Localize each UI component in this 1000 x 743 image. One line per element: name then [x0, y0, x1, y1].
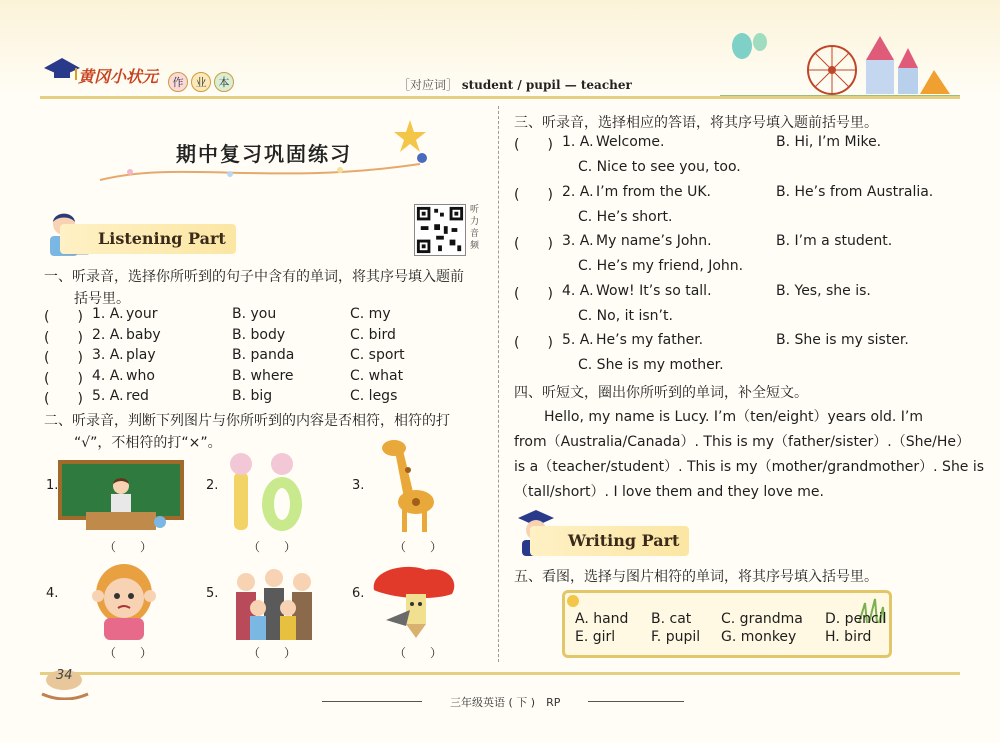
part5-instruction: 五、看图，选择与图片相符的单词，将其序号填入括号里。: [514, 569, 878, 585]
picture-2-number: 2.: [206, 478, 219, 493]
question-number: 1. A.: [92, 306, 124, 322]
option-b: B. big: [232, 388, 273, 404]
answer-blank[interactable]: ( ): [514, 236, 553, 252]
answer-blank[interactable]: ( ): [44, 309, 83, 325]
answer-blank[interactable]: ( ): [44, 329, 83, 346]
picture-6-number: 6.: [352, 586, 365, 601]
option-c: C. bird: [350, 326, 396, 343]
option-b: B. you: [232, 306, 277, 322]
word-option: B. cat: [651, 611, 692, 627]
option-c: C. He’s short.: [578, 208, 673, 225]
option-a: He’s my father.: [596, 332, 704, 348]
answer-blank[interactable]: ( ): [514, 335, 553, 351]
word-option: A. hand: [575, 611, 629, 627]
word-option: F. pupil: [651, 629, 701, 645]
picture-4-number: 4.: [46, 586, 59, 601]
giraffe-picture: [372, 436, 442, 536]
answer-blank[interactable]: ( ): [44, 350, 83, 366]
brand-name: 黄冈小状元: [78, 67, 159, 86]
option-b: B. He’s from Australia.: [776, 183, 934, 200]
picture-6-blank[interactable]: （ ）: [394, 646, 443, 660]
passage-line: （tall/short）. I love them and they love me.: [514, 484, 824, 500]
qr-code-icon[interactable]: [414, 204, 466, 256]
question-number: 4. A.: [562, 282, 594, 299]
picture-3-blank[interactable]: （ ）: [394, 540, 443, 554]
family-picture: [226, 562, 322, 642]
word-option: H. bird: [825, 629, 872, 645]
answer-blank[interactable]: ( ): [44, 370, 83, 387]
picture-1-blank[interactable]: （ ）: [104, 540, 153, 554]
teacher-blackboard-picture: [58, 460, 184, 534]
word-option: D. pencil: [825, 611, 887, 627]
part2-instruction-cont: “√”，不相符的打“×”。: [74, 435, 222, 451]
column-divider: [498, 106, 499, 662]
option-a: Wow! It’s so tall.: [596, 282, 712, 299]
word-bank: [562, 590, 892, 658]
picture-3-number: 3.: [352, 478, 365, 493]
option-b: B. Hi, I’m Mike.: [776, 134, 882, 150]
option-a: your: [126, 306, 158, 322]
option-c: C. She is my mother.: [578, 357, 724, 373]
picture-4-blank[interactable]: （ ）: [104, 646, 153, 660]
option-c: C. what: [350, 367, 404, 384]
footer-rule: [40, 672, 960, 675]
option-c: C. No, it isn’t.: [578, 307, 673, 324]
answer-blank[interactable]: ( ): [514, 285, 553, 302]
page-title: 期中复习巩固练习: [176, 142, 352, 166]
footer-line-right: [588, 701, 684, 702]
part4-instruction: 四、听短文，圈出你所听到的单词，补全短文。: [514, 385, 808, 401]
footer-line-left: [322, 701, 422, 702]
word-option: G. monkey: [721, 629, 797, 645]
picture-1-number: 1.: [46, 478, 59, 493]
listening-part-banner: [60, 224, 236, 254]
picture-5-blank[interactable]: （ ）: [248, 646, 297, 660]
option-c: C. legs: [350, 388, 398, 404]
part2-instruction: 二、听录音，判断下列图片与你所听到的内容是否相符，相符的打: [44, 413, 450, 429]
option-a: red: [126, 388, 149, 404]
question-number: 5. A.: [562, 332, 594, 348]
number-ten-picture: [222, 450, 312, 534]
vocab-pair: student / pupil — teacher: [461, 78, 632, 92]
option-a: baby: [126, 326, 161, 343]
graduation-cap-icon: [40, 50, 80, 90]
girl-picture: [82, 560, 166, 642]
footer-text: 三年级英语 ( 下 ) RP: [450, 696, 561, 709]
passage-line: is a（teacher/student）. This is my（mother/grandmother）. She is: [514, 459, 985, 475]
option-a: Welcome.: [596, 134, 665, 150]
question-number: 1. A.: [562, 134, 594, 150]
writing-part-title: Writing Part: [568, 531, 680, 550]
brand-book-char: 业: [191, 72, 211, 92]
option-b: B. where: [232, 367, 294, 384]
qr-label: 听力音频: [470, 205, 480, 251]
part1-instruction: 一、听录音，选择你所听到的句子中含有的单词，将其序号填入题前: [44, 269, 464, 285]
word-option: C. grandma: [721, 611, 803, 627]
question-number: 2. A.: [92, 326, 124, 343]
option-a: My name’s John.: [596, 233, 712, 249]
option-b: B. body: [232, 326, 286, 343]
listening-part-title: Listening Part: [98, 229, 226, 248]
passage-line: from（Australia/Canada）. This is my（father/sister）.（She/He）: [514, 434, 970, 450]
vocab-tag: ［对应词］: [398, 78, 459, 92]
option-a: who: [126, 367, 155, 384]
writing-part-banner: [530, 526, 689, 556]
picture-5-number: 5.: [206, 586, 219, 601]
option-a: play: [126, 347, 156, 363]
option-b: B. Yes, she is.: [776, 282, 871, 299]
brand-logo: [40, 50, 240, 100]
question-number: 3. A.: [92, 347, 124, 363]
brand-book-char: 作: [168, 72, 188, 92]
picture-2-blank[interactable]: （ ）: [248, 540, 297, 554]
word-option: E. girl: [575, 629, 616, 645]
passage-line: Hello, my name is Lucy. I’m（ten/eight）years old. I’m: [544, 409, 923, 425]
part1-instruction-cont: 括号里。: [74, 291, 130, 307]
header-rule: [40, 96, 960, 99]
question-number: 2. A.: [562, 183, 594, 200]
pencil-picture: [366, 560, 462, 640]
answer-blank[interactable]: ( ): [514, 186, 553, 203]
option-c: C. He’s my friend, John.: [578, 258, 744, 274]
brand-book-badges: [168, 72, 234, 92]
option-b: B. I’m a student.: [776, 233, 893, 249]
option-c: C. sport: [350, 347, 405, 363]
question-number: 5. A.: [92, 388, 124, 404]
part3-instruction: 三、听录音，选择相应的答语，将其序号填入题前括号里。: [514, 115, 878, 131]
option-b: B. She is my sister.: [776, 332, 909, 348]
option-c: C. my: [350, 306, 391, 322]
carnival-illustration: [720, 26, 960, 98]
page-number: 34: [56, 668, 73, 683]
option-b: B. panda: [232, 347, 295, 363]
header-vocab-pair: [398, 76, 632, 93]
answer-blank[interactable]: ( ): [44, 391, 83, 407]
brand-book-char: 本: [214, 72, 234, 92]
option-c: C. Nice to see you, too.: [578, 159, 741, 175]
answer-blank[interactable]: ( ): [514, 137, 553, 153]
option-a: I’m from the UK.: [596, 183, 712, 200]
question-number: 3. A.: [562, 233, 594, 249]
question-number: 4. A.: [92, 367, 124, 384]
